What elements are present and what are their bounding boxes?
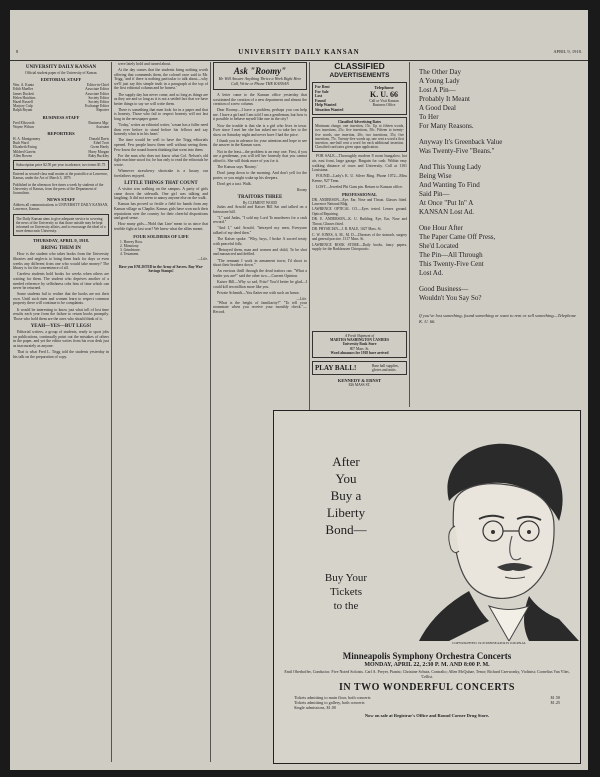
reporter-row [13, 154, 109, 158]
portrait-caption: COPYRIGHTED 1918 MINNEAPOLIS JOURNAL [452, 641, 526, 645]
business-staff-label: BUSINESS STAFF [42, 114, 80, 120]
ticket-label: Tickets admitting to gallery, both concerts [294, 700, 365, 706]
symphony-title: Minneapolis Symphony Orchestra Concerts [342, 651, 512, 661]
masthead [10, 48, 588, 61]
ticket-sale-location: Now on sale at Registrar's Office and Round Corner Drug Store. [364, 712, 490, 718]
notice-line: Good Business— [419, 285, 469, 293]
notice-paragraph [419, 285, 577, 303]
ticket-prices [274, 695, 580, 711]
war-savings-note: Have you ENLISTED in the Army of Savers. Buy War-Savings Stamps! [118, 264, 204, 273]
news-staff-label: NEWS STAFF [46, 197, 76, 203]
editorial-staff-list [13, 83, 109, 112]
editorial-staff-row-cell: Edith Mueller [13, 87, 34, 92]
rate-category: Found [315, 98, 326, 103]
bring-them-in-body [13, 252, 109, 321]
four-soldiers-title: FOUR SOLDIERS OF LIFE [133, 233, 189, 239]
reporter-row-cell: H. A. Montgomery [13, 137, 41, 142]
rates-description-box [312, 117, 407, 152]
editorial-staff-row-cell: Hazel Russell [13, 100, 33, 105]
paragraph: Not in the least—the problem is an easy one. First, if you are a gentleman, you will tell her honestly that you cannot afford it. She will think more of you for it. [213, 149, 307, 163]
notice-line: Said Pin— [419, 190, 450, 198]
professional-card: LAWRENCE OPTICAL CO.—Eyes tested. Lenses ground. Optical Repairing. [312, 207, 407, 216]
paragraph: Whenever strawberry shortcake is a luxury our forefathers enjoyed. [114, 168, 208, 178]
paragraph: "What is the height of familiarity?" "To tell your roommate when you receive your monthly check."—Record. [213, 300, 307, 315]
rate-category: For Rent [315, 85, 330, 89]
ticket-price: $1.50 [550, 695, 560, 700]
reporter-row-cell: Gwen Hardy [90, 145, 109, 150]
editorial-staff-row-cell: Exchange Editor [84, 104, 109, 109]
traitors-title: TRAITORS THREE [237, 194, 283, 200]
notice-line: For Many Reasons. [419, 122, 474, 130]
martha-intro: A Fresh Shipment of [344, 334, 375, 338]
editorial-staff-row-cell: Associate Editor [85, 87, 109, 92]
liberty-subline [286, 571, 406, 613]
published-note: Published in the afternoon five times a week by students of the University of Kansas, from the press of the Department of Journalism. [13, 182, 104, 196]
business-staff-row-cell: Assistant [95, 124, 109, 129]
reporter-row-cell: Donald Davis [89, 137, 109, 142]
phone-number: K. U. 66 [370, 90, 398, 99]
staff-heading: UNIVERSITY DAILY KANSAN [25, 65, 97, 70]
little-things-title: LITTLE THINGS THAT COUNT [124, 181, 198, 187]
notice-line: She'd Located [419, 242, 459, 250]
editorial-body [114, 62, 208, 178]
small-ads [312, 328, 407, 408]
professional-card: DR. E. ANDERSON—K. U. Building. Eye, Ear, Nose and Throat, Glasses fitted. [312, 217, 407, 226]
business-staff-row-cell: Business Mgr. [88, 120, 109, 125]
paragraph: Private Schmidt—You flatter me with such an honor. [217, 290, 300, 295]
list-item: 1. Harvey Ross. [120, 239, 143, 244]
notice-line: Wouldn't You Say So? [419, 294, 482, 302]
phone-label: Telephone [374, 85, 394, 90]
classified-ads [312, 154, 407, 189]
professional-card: C. W. JONES, A. M., M. D.—Diseases of the stomach, surgery and general practice. 1317 Mass. St. [312, 233, 407, 242]
reporter-row-cell: Harry Morgan [88, 149, 109, 154]
ad-line: Bond— [325, 522, 367, 537]
yeah-title: YEAH—YES—BUT LEGS! [30, 324, 92, 330]
business-staff-row-cell: Fred Ellsworth [13, 120, 35, 125]
editorial-staff-row-cell: James Duckett [13, 91, 35, 96]
reporter-row-cell: Ruth Ward [13, 141, 29, 146]
notice-footer: If you've lost something, found something or want to rent or sell something—Telephone K. U. 66. [419, 313, 576, 324]
four-soldiers-signature: —Life. [197, 257, 208, 262]
notice-line: A Young Lady [419, 77, 460, 85]
phone-note: Call or Visit Kansan Business Office [369, 99, 399, 108]
notice-paragraph [419, 224, 577, 278]
list-item: 4. Testament. [120, 252, 140, 257]
policy-note: The Daily Kansan aims to give adequate service in covering the news of the University so that those outside may be kept informed on University affairs, and to encourage the ideal of a more democratic University. [13, 214, 109, 237]
paragraph: An envious thrill through the dead traitors ran. "What a leader you are!" said the other two.—Current Opinion. [213, 269, 307, 278]
editorial-staff-row-cell: Associate Editor [85, 91, 109, 96]
paragraph: The Kansas says 'Roomy.' [217, 164, 258, 169]
editorial-staff-row-cell: Ralph Bryant [13, 108, 33, 113]
notice-line: At Once "Put In" A [419, 199, 474, 207]
familiarity-joke [213, 301, 307, 315]
paragraph: How many girls—'Hold that Line' mean to us since that terrible fight at last won? We knew what the allies meant. [114, 222, 208, 231]
notice-line: KANSAN Lost Ad. [419, 208, 475, 216]
page-number: 8 [16, 49, 19, 54]
notice-line: The Pin—All Through [419, 251, 483, 259]
classified-ad: LOST—Jeweled Phi Gam pin. Return to Kansan office. [316, 184, 403, 189]
ad-line: Buy a [330, 488, 362, 503]
reporters-list [13, 137, 109, 158]
column-editorial [114, 62, 208, 767]
ask-roomy-subtitle: He Will Answer Anything Thrice a Week Right Here [218, 76, 302, 81]
editorial-staff-row-cell: Society Editor [88, 95, 109, 100]
notice-line: Lost Ad. [419, 269, 444, 277]
paragraph: There is something that men look for in a paper and that is honesty. Those who fail to respect honesty will not last long in the newspaper game. [114, 107, 208, 122]
professional-list [312, 198, 407, 252]
classified-ad: FOUND—Lady's K. U. Silver Ring. Phone 1072—Miss Keene, 927 Tenn. [312, 174, 407, 183]
business-staff-row [13, 125, 109, 129]
paragraph: Don't get a taxi. Walk. [217, 181, 252, 186]
paragraph: Some students fail to realize that the books are not their own. Until such men and women learn to respect common property there will continue to be complaints. [13, 292, 109, 306]
newspaper-page [10, 10, 588, 770]
reporter-row-cell: Elizabeth Ewing [13, 145, 37, 150]
notice-paragraph [419, 163, 577, 217]
address-note: Address all communications to UNIVERSITY DAILY KANSAN, Lawrence, Kansas [13, 203, 109, 212]
reporter-row-cell: Allen Bowen [13, 153, 33, 158]
paragraph: "The remnant I work in armament town; I'd shoot to shoot their brothers down." [213, 258, 307, 268]
ad-line: Buy Your [324, 572, 368, 584]
notice-line: A Good Deal [419, 104, 456, 112]
notice-line: To Her [419, 113, 439, 121]
classified-rates-box [312, 82, 407, 115]
paragraph: "I," said Judas, "I sold my Lord To murderers for a cash reward." [213, 215, 307, 225]
ticket-label: Single admissions, $1.00 [294, 705, 336, 711]
editorial-staff-row-cell: Society Editor [88, 100, 109, 105]
play-ball-title: PLAY BALL! [315, 364, 357, 373]
ask-roomy-call: Call, Write or Phone THE KANSAN [231, 81, 289, 86]
ad-line: You [335, 471, 357, 486]
ticket-label: Tickets admitting to main floor, both concerts [294, 695, 371, 700]
liberty-bond-ad [273, 410, 581, 764]
reporters-label: REPORTERS [47, 131, 75, 137]
professional-title: PROFESSIONAL [341, 191, 377, 197]
list-item: 3. Grindstone. [120, 247, 141, 252]
traitors-byline: By CLEMENT WOOD [242, 200, 277, 205]
symphony-date: MONDAY, APRIL 22, 2:30 P. M. AND 8:00 P. M. [364, 662, 490, 668]
notice-line: Being Wise [419, 172, 452, 180]
martha-candies: MARTHA WASHINGTON CANDIES [329, 338, 390, 343]
ticket-price: $1.25 [550, 700, 560, 706]
paragraph: Dear Roomy—I have a problem, perhaps you can help me. I have a girl and I am told I am a gentleman, but how is it possible to behave myself like one in the city? [213, 108, 307, 122]
professional-card: DR. PHYSICIAN—J. R. BALE, 1027 Mass. St. [312, 227, 382, 232]
play-ball-ad [312, 361, 407, 375]
notice-line: Lost A Pin— [419, 86, 456, 94]
editorial-staff-row-cell: Editor-in-Chief [86, 83, 109, 88]
rate-category: Situation Wanted [315, 107, 344, 112]
paragraph: The supply day has never come, and so long as things are as they are and so long as it is not a settled fact that we have better things to say we will write them. [114, 92, 208, 106]
phone-box [364, 85, 404, 112]
masthead-date: APRIL 9, 1918. [553, 49, 582, 54]
ad-line: Liberty [326, 505, 366, 520]
masthead-title: UNIVERSITY DAILY KANSAN [238, 48, 360, 56]
ask-roomy-box [213, 62, 307, 90]
rates-body: Minimum charge, one insertion, 15c. Up to fifteen words, two insertions, 25c; five insertions, 50c. Fifteen to twenty-five words, one insertion, 20c; two insertions, 35c; five insertions, 75c. Twenty-five words up, one cent a word a first insertion, one-half cent a word for each additional insertion. Classified card rates given upon application. [315, 124, 404, 150]
roomy-signature: Roomy [297, 187, 307, 192]
traitors-body [213, 205, 307, 295]
staff-subheading: Official student paper of the University of Kansas [25, 71, 97, 75]
editorial-staff-row-cell: Marjory Culp [13, 104, 33, 109]
editorial-staff-label: EDITORIAL STAFF [40, 77, 82, 83]
editorial-staff-row-cell: Helen Hutchins [13, 95, 36, 100]
ad-line: to the [333, 600, 359, 612]
paragraph: "And I," said Arnold, "betrayed my men; Everyone talked of my deed then." [213, 226, 307, 236]
column-notice [414, 62, 582, 402]
paragraph: 'Today,' writes an editorial writer, 'a man has a fuller need than ever before to stand before his fellows and say honestly what is in his heart.' [114, 123, 208, 137]
rate-category: For Sale [315, 89, 329, 94]
ad-line: After [332, 454, 360, 469]
conductor-portrait [409, 431, 579, 641]
column-staff [13, 62, 109, 767]
paragraph: It would be interesting to know just what toll of lost time results each year from the failure to return books promptly. Those who hold them are the ones who should think of it. [13, 307, 109, 321]
notice-line: This Twenty-Five Cent [419, 260, 484, 268]
column-rule [210, 62, 211, 762]
paragraph: For the man who does not know what Col. Nelson's old fight machine stood for, he has only to read the editorials he wrote. [114, 153, 208, 167]
editorial-staff-row-cell: Wm. A. Kuntz [13, 83, 34, 88]
four-soldiers-list [114, 240, 208, 257]
subscription-note: Subscription price $2.50 per year in advance; two terms $1.75 [13, 160, 109, 170]
paragraph: A letter came to the Kansan office yesterday that scrutinized the creation of a new department and almost the creation of a new column. [213, 93, 307, 107]
martha-washington-ad [312, 331, 407, 358]
paragraph: "Betrayed them, man and women and child, To be shot and massacred and defiled. [213, 247, 307, 257]
bring-them-in-title: BRING THEM IN [41, 246, 81, 252]
paragraph: Don't jump down to the morning. And don't yell for the porter, or you might wake up his sleepers. [213, 170, 307, 180]
notice-line: One Hour After [419, 224, 463, 232]
rate-categories [315, 85, 343, 112]
symphony-soloists: Emil Oberhoffer, Conductor. Five Noted Soloists. Carl A. Preyer, Pianist; Christine Schutz, Contralto; Allen McQuhae, Tenor; Richard Czerwonky, Violinist; Cornelius Van Vliet, 'Cellist. [284, 669, 570, 679]
lost-pin-notice [414, 62, 582, 330]
entered-note: Entered as second-class mail matter at the postoffice at Lawrence, Kansas, under the Act of March 3, 1879. [13, 172, 108, 181]
editorial-staff-row-cell: Reporter [96, 108, 109, 113]
professional-card: DR. ANDERSON—Eye, Ear, Nose and Throat. Glasses fitted. Lawrence National Bldg. [312, 197, 407, 206]
business-staff-row-cell: Wayne Wilson [13, 124, 34, 129]
symphony-section [274, 651, 580, 718]
column-rule [111, 62, 112, 762]
paragraph: The time would be well to have the Trigg editorials opened. Few people know them well without seeing them. Few know the sound honest thinking that went into them. [114, 138, 208, 152]
notice-paragraph [419, 68, 577, 131]
column-rule [409, 62, 410, 407]
rate-category: Help Wanted [315, 103, 337, 107]
reporter-row-cell: Ruby Buckley [88, 153, 109, 158]
classified-title: CLASSIFIED [334, 62, 385, 71]
paragraph: Careless students hold books for weeks when others are waiting for them. The student who deprives another of a needed reference by selfishness robs him of time which can never be returned. [13, 272, 109, 291]
two-concerts-heading: IN TWO WONDERFUL CONCERTS [339, 682, 515, 693]
list-item: 2. Monotony. [120, 243, 140, 248]
liberty-headline [286, 453, 406, 538]
reporter-row-cell: Mildred Garvin [13, 149, 36, 154]
editorial-staff-row [13, 108, 109, 112]
martha-store: University Book Store [342, 342, 377, 347]
paragraph: Judas and Arnold and Kaiser Bill Sat and talked on a brimstone hill. [213, 205, 307, 214]
notice-line: Anyway It's Greenback Value [419, 138, 503, 146]
classified-subtitle: ADVERTISEMENTS [329, 72, 390, 79]
little-things-body [114, 187, 208, 231]
issue-date: THURSDAY, APRIL 9, 1918. [33, 238, 89, 244]
ask-roomy-title: Ask "Roomy" [233, 66, 287, 76]
kennedy-ernst: KENNEDY & ERNST [337, 378, 382, 384]
paragraph: were lately hold and turned about. [118, 62, 172, 66]
reporter-row-cell: Ethel Trott [93, 141, 109, 146]
notice-line: Was Twenty-Five "Beans." [419, 147, 495, 155]
paragraph: That is what Fred L. Trigg told the students yesterday in his talk on the preparation of copy. [13, 350, 109, 359]
ticket-row [294, 705, 560, 710]
ad-line: Tickets [330, 586, 362, 598]
paragraph: I thank you in advance for your attention and hope to see the answer in the Kansan soon. [213, 138, 307, 148]
martha-note: Word almanacs for 1918 have arrived [330, 350, 389, 355]
classified-ad: FOR SALE—Thoroughly modern 8 room bungalow, hot air, east front, large garage. Bargain for cash. Within easy walking distance of town and University. Call at 1101 Louisiana. [312, 154, 407, 173]
martha-address: 807 Mass. St. [349, 346, 370, 351]
paragraph: How is the student who takes books from the University libraries and neglects to bring them back for days or even weeks any different from one who would take money? The library is for the convenience of all. [13, 252, 109, 271]
notice-paragraph [419, 138, 577, 156]
notice-line: And This Young Lady [419, 163, 482, 171]
paragraph: A visitor was walking on the campus. A party of girls came down the sidewalk. One girl was talking and laughing. It did not seem to annoy anyone else on the walk. [114, 187, 208, 201]
paragraph: At the day comes that the students bring nothing worth offering that commends them, the colonel once said to Mr. Trigg, 'and if there is nothing particular to talk about—why we'll just say this simple truth in a paragraph at the top of the first editorial column and be honest.' [114, 68, 208, 91]
notice-line: Probably It Meant [419, 95, 470, 103]
paragraph: Kansas has proved so fertile a field for bands from any Kansas village as Chaplin. Kansas girls have won such their reputations over the country for their cheerful dispositions and good sense. [114, 202, 208, 221]
kaiser-signature: —Life. [296, 296, 307, 301]
notice-line: The Paper Came Off Press, [419, 233, 496, 241]
paragraph: Editorial writers, a group of students, ready to sport jobs on publications, continually point out the mistakes of others in the paper, and yet the editor writes from his own desk just as inaccurately as anyone. [13, 330, 109, 349]
yeah-body [13, 330, 109, 359]
rates-title: Classified Advertising Rates [337, 120, 382, 124]
roomy-body [213, 93, 307, 186]
business-staff-list [13, 121, 109, 129]
notice-line: And Wanting To Find [419, 181, 480, 189]
paragraph: The Kaiser spoke. "Why, boys, I broke A sacred treaty with peaceful folk; [213, 237, 307, 246]
rate-category: Lost [315, 94, 323, 98]
professional-card: LAWRENCE BOOK STORE—Daily books, fancy papers, supply for the Barkhousen Chiropractic. [312, 242, 407, 252]
paragraph: Now the trouble is that she is a girl who lives in town. Ever since I met her she has asked me to take her to the show on Saturday night and never have I had the price. [213, 123, 307, 137]
kennedy-address: 826 MASS ST. [348, 383, 371, 388]
notice-line: The Other Day [419, 68, 461, 76]
paragraph: Kaiser Bill—Why so sad, Fritz? You'd better be glad—I could kill ten million more like you. [213, 279, 307, 289]
play-ball-body: Base ball supplies, gloves and mitts. [372, 364, 399, 373]
